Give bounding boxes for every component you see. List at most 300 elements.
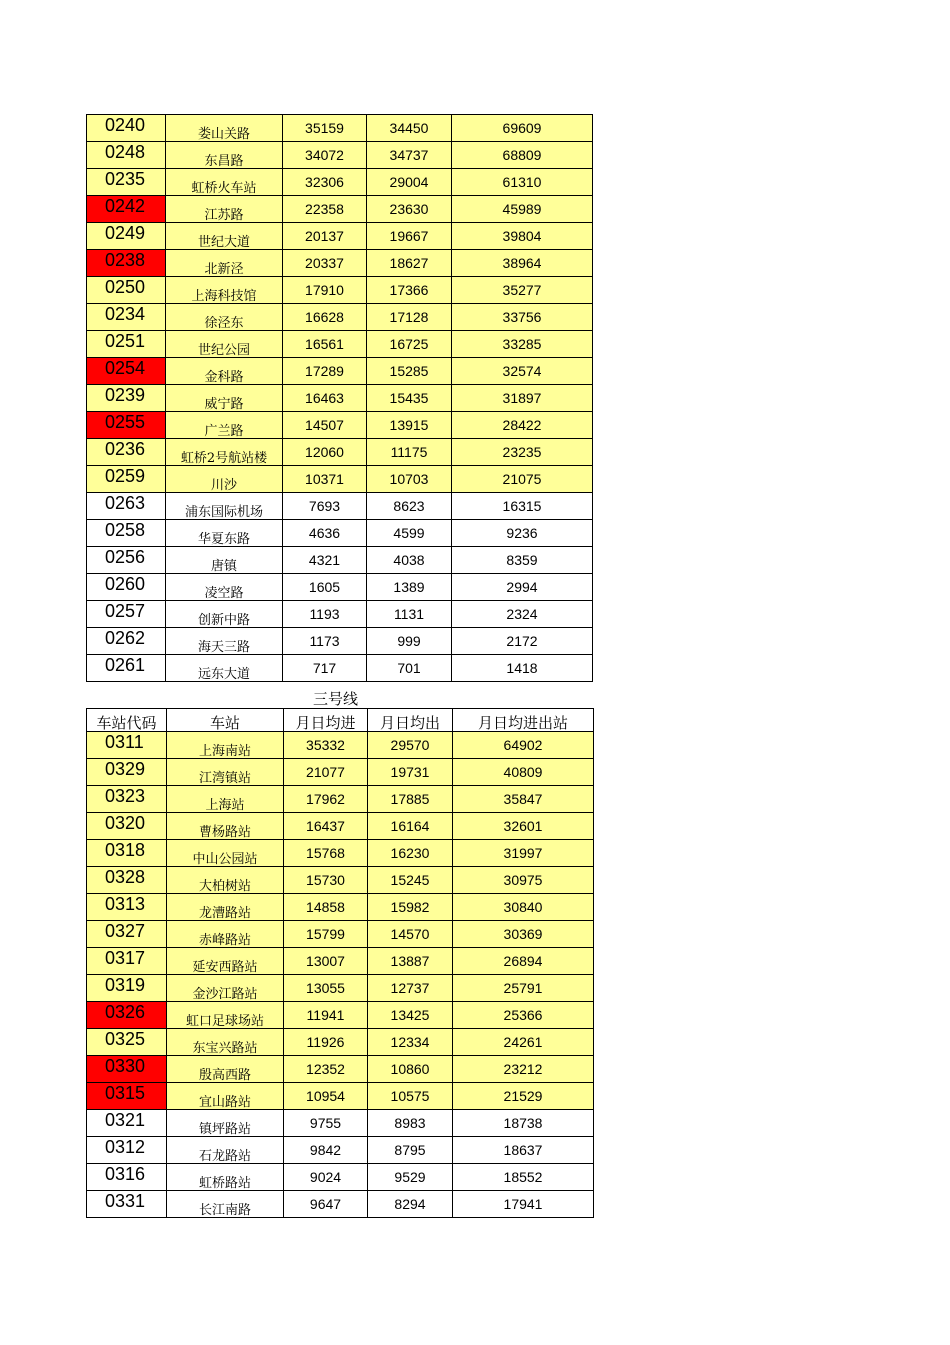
station-name-cell: [166, 493, 283, 520]
station-name: 虹桥火车站: [191, 180, 257, 196]
station-code-cell: [87, 466, 166, 493]
avg-total-cell: [453, 786, 594, 813]
station-code-cell: [87, 921, 167, 948]
avg-out: 29570: [390, 737, 430, 753]
avg-in: 1173: [309, 633, 340, 649]
station-code: 0258: [105, 519, 146, 540]
avg-total: 30840: [503, 899, 543, 915]
avg-out-cell: [367, 250, 452, 277]
avg-total-cell: [453, 840, 594, 867]
station-code: 0312: [105, 1136, 146, 1157]
avg-in-cell: [283, 277, 367, 304]
table-row: [87, 439, 593, 466]
station-code: 0236: [105, 438, 146, 459]
station-name: 川沙: [210, 477, 237, 493]
station-name: 东宝兴路站: [192, 1040, 258, 1056]
table-row: [87, 493, 593, 520]
table-row: [87, 358, 593, 385]
avg-out-cell: [368, 1164, 453, 1191]
station-name: 虹桥路站: [198, 1175, 251, 1191]
avg-in: 22358: [305, 201, 344, 217]
station-name: 虹桥2号航站楼: [180, 450, 268, 466]
avg-total-cell: [452, 277, 593, 304]
avg-total: 40809: [503, 764, 543, 780]
table-row: [87, 196, 593, 223]
avg-out: 14570: [390, 926, 430, 942]
avg-out-cell: [368, 1110, 453, 1137]
avg-total-cell: [453, 921, 594, 948]
avg-in-cell: [283, 547, 367, 574]
station-code-cell: [87, 304, 166, 331]
table-row: [87, 547, 593, 574]
avg-out: 15285: [389, 363, 429, 379]
station-code-cell: [87, 493, 166, 520]
avg-total-cell: [453, 975, 594, 1002]
header-total: 月日均进出站: [453, 709, 594, 732]
station-code-cell: [87, 1083, 167, 1110]
station-code-cell: [87, 759, 167, 786]
avg-total: 16315: [502, 498, 542, 514]
table-row: [87, 142, 593, 169]
avg-in: 20337: [305, 255, 344, 271]
avg-in-cell: [284, 1083, 368, 1110]
avg-out-cell: [368, 732, 453, 759]
avg-in-cell: [284, 813, 368, 840]
station-name: 上海站: [205, 797, 245, 813]
avg-in: 17962: [306, 791, 345, 807]
station-code: 0331: [105, 1190, 146, 1211]
station-code-cell: [87, 520, 166, 547]
avg-total: 68809: [502, 147, 542, 163]
station-name: 镇坪路站: [198, 1121, 251, 1137]
station-code-cell: [87, 196, 166, 223]
station-code: 0323: [105, 785, 146, 806]
avg-in-cell: [283, 142, 367, 169]
station-name: 世纪公园: [197, 342, 250, 358]
avg-out-cell: [367, 358, 452, 385]
station-code: 0259: [105, 465, 146, 486]
avg-in-cell: [284, 1002, 368, 1029]
avg-out: 9529: [394, 1169, 426, 1185]
header-in: 月日均进: [284, 709, 368, 732]
table-row: [87, 813, 594, 840]
station-code-cell: [87, 574, 166, 601]
station-name-cell: [167, 786, 284, 813]
station-code-cell: [87, 786, 167, 813]
avg-total-cell: [452, 439, 593, 466]
table-row: [87, 1056, 594, 1083]
avg-in: 717: [312, 660, 337, 676]
station-code-cell: [87, 867, 167, 894]
station-name: 上海科技馆: [191, 288, 257, 304]
table-row: [87, 975, 594, 1002]
station-name-cell: [167, 1191, 284, 1218]
station-name: 殷高西路: [198, 1067, 251, 1083]
avg-total-cell: [452, 304, 593, 331]
avg-total: 25366: [503, 1007, 543, 1023]
table-row: [87, 894, 594, 921]
avg-out: 10575: [390, 1088, 430, 1104]
avg-in: 11941: [306, 1007, 345, 1023]
avg-total: 28422: [502, 417, 542, 433]
station-code: 0242: [105, 195, 146, 216]
avg-total: 25791: [503, 980, 543, 996]
avg-total-cell: [452, 358, 593, 385]
avg-in: 4636: [308, 525, 341, 541]
station-code: 0261: [105, 654, 146, 675]
avg-out-cell: [367, 169, 452, 196]
avg-out-cell: [368, 1137, 453, 1164]
avg-out-cell: [368, 1056, 453, 1083]
avg-out: 4038: [393, 552, 425, 568]
station-name-cell: [167, 840, 284, 867]
avg-total: 17941: [503, 1196, 543, 1212]
avg-in-cell: [284, 1110, 368, 1137]
avg-total: 32574: [502, 363, 542, 379]
avg-total: 18552: [503, 1169, 543, 1185]
header-out: 月日均出: [368, 709, 453, 732]
avg-total: 30975: [503, 872, 543, 888]
avg-in: 34072: [305, 147, 344, 163]
station-name: 浦东国际机场: [184, 504, 263, 520]
station-name-cell: [166, 331, 283, 358]
avg-out-cell: [368, 786, 453, 813]
avg-total: 64902: [503, 737, 543, 753]
table-row: [87, 1110, 594, 1137]
avg-total: 2994: [506, 579, 538, 595]
avg-in: 21077: [306, 764, 345, 780]
avg-total: 69609: [502, 120, 542, 136]
avg-out: 18627: [389, 255, 429, 271]
station-name-cell: [167, 813, 284, 840]
avg-in-cell: [283, 439, 367, 466]
avg-in-cell: [284, 867, 368, 894]
avg-out-cell: [367, 115, 452, 142]
table-row: [87, 574, 593, 601]
table-row: [87, 277, 593, 304]
avg-total: 31997: [503, 845, 543, 861]
avg-total-cell: [452, 601, 593, 628]
avg-total: 23235: [502, 444, 542, 460]
avg-total-cell: [452, 331, 593, 358]
station-name: 威宁路: [204, 396, 244, 412]
station-name: 世纪大道: [197, 234, 250, 250]
avg-out: 19667: [389, 228, 429, 244]
station-name: 海天三路: [197, 639, 250, 655]
station-name-cell: [166, 223, 283, 250]
table-row: [87, 250, 593, 277]
avg-total: 30369: [503, 926, 543, 942]
avg-out: 8983: [394, 1115, 426, 1131]
avg-out-cell: [367, 520, 452, 547]
station-code-cell: [87, 948, 167, 975]
avg-total-cell: [453, 894, 594, 921]
avg-out: 10860: [390, 1061, 430, 1077]
avg-in: 17289: [305, 363, 344, 379]
avg-out: 16230: [390, 845, 430, 861]
station-name: 远东大道: [197, 666, 250, 682]
avg-out-cell: [367, 277, 452, 304]
avg-total-cell: [453, 1002, 594, 1029]
station-code-cell: [87, 1137, 167, 1164]
avg-in: 12060: [305, 444, 344, 460]
avg-in-cell: [283, 466, 367, 493]
station-code-cell: [87, 385, 166, 412]
station-code: 0319: [105, 974, 146, 995]
table-row: [87, 786, 594, 813]
station-code-cell: [87, 439, 166, 466]
station-name-cell: [166, 628, 283, 655]
station-code-cell: [87, 115, 166, 142]
station-code: 0250: [105, 276, 146, 297]
avg-in-cell: [283, 223, 367, 250]
station-name-cell: [167, 1164, 284, 1191]
avg-total-cell: [452, 142, 593, 169]
avg-total: 45989: [502, 201, 542, 217]
station-name-cell: [167, 732, 284, 759]
station-code: 0234: [105, 303, 146, 324]
station-name: 赤峰路站: [198, 932, 251, 948]
table-row: [87, 840, 594, 867]
avg-in-cell: [283, 520, 367, 547]
avg-out-cell: [367, 574, 452, 601]
avg-out: 8795: [394, 1142, 426, 1158]
avg-in: 10371: [305, 471, 344, 487]
avg-in-cell: [283, 601, 367, 628]
station-name: 宜山路站: [198, 1094, 251, 1110]
table-row: [87, 948, 594, 975]
station-name: 江苏路: [204, 207, 244, 223]
avg-total: 18738: [503, 1115, 543, 1131]
avg-in-cell: [284, 1056, 368, 1083]
avg-out-cell: [367, 196, 452, 223]
avg-in: 11926: [306, 1034, 345, 1050]
station-name-cell: [166, 142, 283, 169]
avg-total-cell: [452, 385, 593, 412]
station-code-cell: [87, 840, 167, 867]
station-code: 0262: [105, 627, 146, 648]
station-code: 0317: [105, 947, 146, 968]
avg-in: 1605: [308, 579, 341, 595]
station-code-cell: [87, 142, 166, 169]
station-code-cell: [87, 732, 167, 759]
table-row: [87, 466, 593, 493]
table-row: [87, 1164, 594, 1191]
avg-in: 15799: [306, 926, 345, 942]
avg-in-cell: [284, 1164, 368, 1191]
avg-out: 8623: [393, 498, 425, 514]
avg-out-cell: [368, 975, 453, 1002]
avg-total-cell: [453, 1083, 594, 1110]
table-row: [87, 1191, 594, 1218]
station-code: 0313: [105, 893, 146, 914]
avg-in-cell: [284, 759, 368, 786]
avg-out-cell: [367, 547, 452, 574]
avg-in: 9842: [309, 1142, 342, 1158]
avg-out: 15435: [389, 390, 429, 406]
station-code-cell: [87, 1110, 167, 1137]
station-code-cell: [87, 250, 166, 277]
avg-in: 9024: [309, 1169, 342, 1185]
avg-total: 61310: [502, 174, 542, 190]
avg-out: 701: [397, 660, 421, 676]
station-name: 娄山关路: [197, 126, 250, 142]
avg-in-cell: [284, 894, 368, 921]
avg-out-cell: [367, 439, 452, 466]
avg-total-cell: [453, 1029, 594, 1056]
station-name: 石龙路站: [198, 1148, 251, 1164]
table-row: [87, 1002, 594, 1029]
avg-total-cell: [453, 813, 594, 840]
avg-in: 14507: [305, 417, 344, 433]
station-code: 0326: [105, 1001, 146, 1022]
station-name-cell: [167, 948, 284, 975]
avg-out-cell: [368, 1083, 453, 1110]
station-code: 0251: [105, 330, 146, 351]
avg-out: 19731: [390, 764, 430, 780]
station-name-cell: [166, 277, 283, 304]
station-code-cell: [87, 894, 167, 921]
avg-in-cell: [284, 1191, 368, 1218]
station-code-cell: [87, 1056, 167, 1083]
station-code: 0316: [105, 1163, 146, 1184]
avg-out-cell: [368, 1191, 453, 1218]
avg-in-cell: [283, 385, 367, 412]
avg-total: 18637: [503, 1142, 543, 1158]
station-code-cell: [87, 223, 166, 250]
avg-in-cell: [284, 786, 368, 813]
avg-out-cell: [368, 840, 453, 867]
avg-total: 33756: [502, 309, 542, 325]
avg-out: 1389: [393, 579, 425, 595]
avg-out: 12334: [390, 1034, 430, 1050]
avg-out-cell: [368, 1029, 453, 1056]
avg-total-cell: [452, 520, 593, 547]
avg-total: 38964: [502, 255, 542, 271]
station-code-cell: [87, 975, 167, 1002]
avg-in-cell: [283, 628, 367, 655]
avg-out-cell: [368, 894, 453, 921]
avg-in: 35159: [305, 120, 344, 136]
station-code: 0249: [105, 222, 146, 243]
station-name: 虹口足球场站: [185, 1013, 264, 1029]
station-code: 0315: [105, 1082, 146, 1103]
avg-out-cell: [367, 304, 452, 331]
station-name-cell: [167, 1110, 284, 1137]
table-row: [87, 1083, 594, 1110]
station-code-cell: [87, 1029, 167, 1056]
avg-total-cell: [453, 1056, 594, 1083]
station-name: 中山公园站: [192, 851, 258, 867]
avg-in: 16437: [306, 818, 345, 834]
station-name-cell: [166, 547, 283, 574]
table-row: [87, 759, 594, 786]
station-name: 延安西路站: [192, 959, 258, 975]
avg-in-cell: [283, 331, 367, 358]
station-name-cell: [167, 975, 284, 1002]
station-name: 凌空路: [204, 585, 244, 601]
avg-in-cell: [283, 250, 367, 277]
table-row: [87, 921, 594, 948]
avg-total-cell: [453, 948, 594, 975]
station-code: 0260: [105, 573, 146, 594]
avg-in-cell: [284, 732, 368, 759]
avg-in-cell: [284, 921, 368, 948]
avg-in: 14858: [306, 899, 345, 915]
station-code: 0256: [105, 546, 146, 567]
avg-out-cell: [367, 466, 452, 493]
avg-total: 35847: [503, 791, 543, 807]
avg-total-cell: [453, 1164, 594, 1191]
station-code: 0318: [105, 839, 146, 860]
avg-in: 13007: [306, 953, 345, 969]
station-name-cell: [166, 250, 283, 277]
station-code-cell: [87, 1164, 167, 1191]
avg-in-cell: [284, 1137, 368, 1164]
avg-total-cell: [452, 628, 593, 655]
station-code: 0257: [105, 600, 146, 621]
table-row: [87, 169, 593, 196]
station-name: 龙漕路站: [198, 905, 251, 921]
station-name: 广兰路: [204, 423, 244, 439]
station-name: 华夏东路: [197, 531, 250, 547]
station-code: 0255: [105, 411, 146, 432]
avg-total-cell: [453, 759, 594, 786]
station-code: 0325: [105, 1028, 146, 1049]
station-name-cell: [166, 520, 283, 547]
station-code: 0248: [105, 141, 146, 162]
avg-out-cell: [367, 601, 452, 628]
line3-table: [86, 708, 594, 1218]
avg-in: 4321: [308, 552, 341, 568]
table-row: [87, 867, 594, 894]
station-name-cell: [166, 412, 283, 439]
avg-in: 12352: [306, 1061, 345, 1077]
avg-out: 15982: [390, 899, 430, 915]
station-code: 0320: [105, 812, 146, 833]
avg-out: 34450: [389, 120, 429, 136]
avg-total-cell: [452, 115, 593, 142]
avg-out: 4599: [393, 525, 425, 541]
station-name-cell: [166, 358, 283, 385]
avg-total: 2324: [506, 606, 538, 622]
station-code: 0327: [105, 920, 146, 941]
station-name-cell: [166, 439, 283, 466]
avg-out: 17128: [389, 309, 429, 325]
avg-total: 26894: [503, 953, 543, 969]
avg-total: 9236: [506, 525, 538, 541]
table-row: [87, 331, 593, 358]
station-code: 0235: [105, 168, 146, 189]
station-code: 0240: [105, 114, 146, 135]
avg-total-cell: [453, 1110, 594, 1137]
avg-in: 15730: [306, 872, 345, 888]
avg-out: 23630: [389, 201, 429, 217]
avg-in: 32306: [305, 174, 344, 190]
avg-out-cell: [367, 331, 452, 358]
avg-total: 21075: [502, 471, 542, 487]
station-code-cell: [87, 813, 167, 840]
station-name-cell: [167, 1029, 284, 1056]
avg-total-cell: [452, 412, 593, 439]
header-name: 车站: [167, 709, 284, 732]
avg-total: 8359: [506, 552, 538, 568]
line3-header-row: [87, 709, 594, 732]
station-code-cell: [87, 169, 166, 196]
avg-out-cell: [368, 813, 453, 840]
avg-total: 35277: [502, 282, 542, 298]
station-code-cell: [87, 331, 166, 358]
